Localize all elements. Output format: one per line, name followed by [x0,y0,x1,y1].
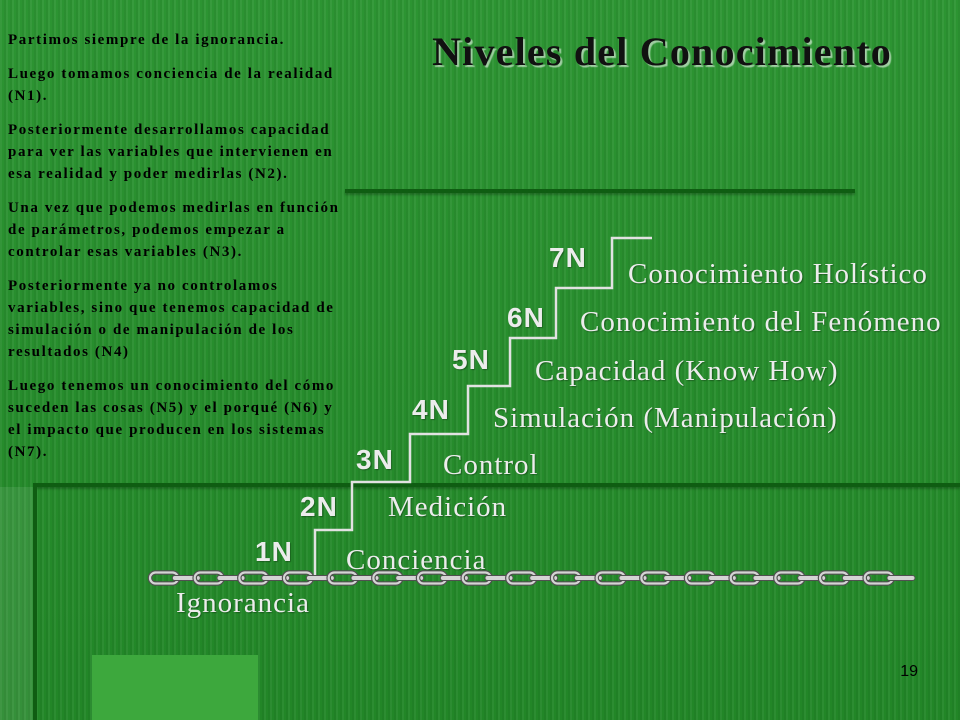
slide-title: Niveles del Conocimiento [432,29,892,74]
chain-link [887,576,915,581]
base-label-ignorancia: Ignorancia [176,587,310,619]
level-code-3: 3N [356,444,394,475]
level-code-4: 4N [412,394,450,425]
notes-line: simulación o de manipulación de los [8,322,295,338]
level-label-1: Conciencia [346,544,487,576]
level-label-7: Conocimiento Holístico [628,258,928,290]
notes-line: controlar esas variables (N3). [8,244,243,260]
chain-icon [150,573,915,584]
notes-line: para ver las variables que intervienen en [8,144,334,160]
level-label-2: Medición [388,491,508,523]
notes-line: Luego tenemos un conocimiento del cómo [8,378,336,394]
level-code-2: 2N [300,491,338,522]
notes-line: Posteriormente ya no controlamos [8,278,279,294]
notes-line: el impacto que producen en los sistemas [8,422,326,438]
notes-line: suceden las cosas (N5) y el porqué (N6) y [8,400,334,416]
page-number: 19 [900,663,918,680]
notes-line: de parámetros, podemos empezar a [8,222,286,238]
notes-line: (N1). [8,88,49,104]
notes-line: Luego tomamos conciencia de la realidad [8,66,334,82]
level-code-5: 5N [452,344,490,375]
notes-line: Una vez que podemos medirlas en función [8,200,340,216]
notes-line: Posteriormente desarrollamos capacidad [8,122,331,138]
level-label-5: Capacidad (Know How) [535,355,839,387]
level-code-6: 6N [507,302,545,333]
level-label-4: Simulación (Manipulación) [493,402,838,434]
notes-line: Partimos siempre de la ignorancia. [8,32,286,48]
level-code-7: 7N [549,242,587,273]
notes-line: variables, sino que tenemos capacidad de [8,300,335,316]
notes-line: esa realidad y poder medirlas (N2). [8,166,289,182]
level-label-6: Conocimiento del Fenómeno [580,306,942,338]
level-code-1: 1N [255,536,293,567]
notes-line: (N7). [8,444,49,460]
notes-line: resultados (N4) [8,344,130,360]
level-label-3: Control [443,449,539,481]
